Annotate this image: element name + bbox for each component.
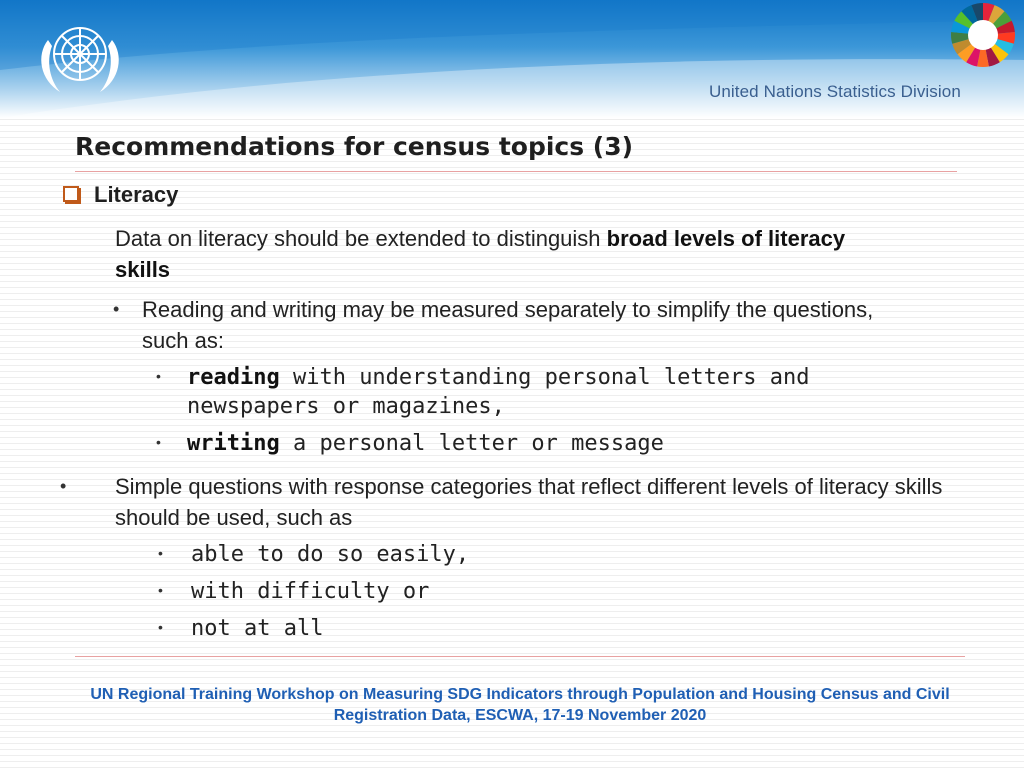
sub-item-reading	[187, 363, 827, 421]
bullet-icon: •	[60, 476, 67, 496]
bullet-icon: •	[158, 619, 163, 635]
paragraph-simple-questions: Simple questions with response categories that reflect different levels of literacy skills should be used, such as	[115, 474, 943, 530]
sub-item-reading-text: with understanding personal letters and newspapers or magazines,	[187, 365, 810, 419]
bullet-icon: •	[158, 545, 163, 561]
bullet-icon: •	[158, 582, 163, 598]
intro-bold: broad levels of literacy skills	[115, 226, 846, 282]
sub-item-reading-bold: reading	[187, 365, 280, 390]
sub-item-writing-bold: writing	[187, 431, 280, 456]
title-rule	[75, 171, 957, 172]
checkbox-bullet-icon	[63, 186, 79, 202]
bullet-icon: •	[113, 299, 120, 319]
sub-item-writing	[187, 429, 827, 458]
division-name: United Nations Statistics Division	[709, 82, 961, 101]
section-label: Literacy	[94, 182, 179, 207]
footer-rule	[75, 656, 965, 657]
option-item: with difficulty or	[191, 579, 430, 604]
intro-text: Data on literacy should be extended to distinguish	[115, 226, 607, 251]
bullet-icon: •	[156, 368, 161, 384]
sdg-wheel-icon	[950, 2, 1016, 68]
paragraph-reading-writing: Reading and writing may be measured separately to simplify the questions, such as:	[142, 297, 874, 353]
bullet-icon: •	[156, 434, 161, 450]
footer-text: UN Regional Training Workshop on Measuring SDG Indicators through Population and Housing Census and Civil Registration Data, ESCWA, 17-19 November 2020	[90, 686, 950, 724]
option-item: not at all	[191, 616, 324, 641]
option-item: able to do so easily,	[191, 542, 470, 567]
un-emblem-icon	[26, 10, 134, 102]
slide-title: Recommendations for census topics (3)	[75, 132, 634, 161]
paragraph-intro	[115, 223, 905, 285]
sub-item-writing-text: a personal letter or message	[279, 431, 664, 456]
